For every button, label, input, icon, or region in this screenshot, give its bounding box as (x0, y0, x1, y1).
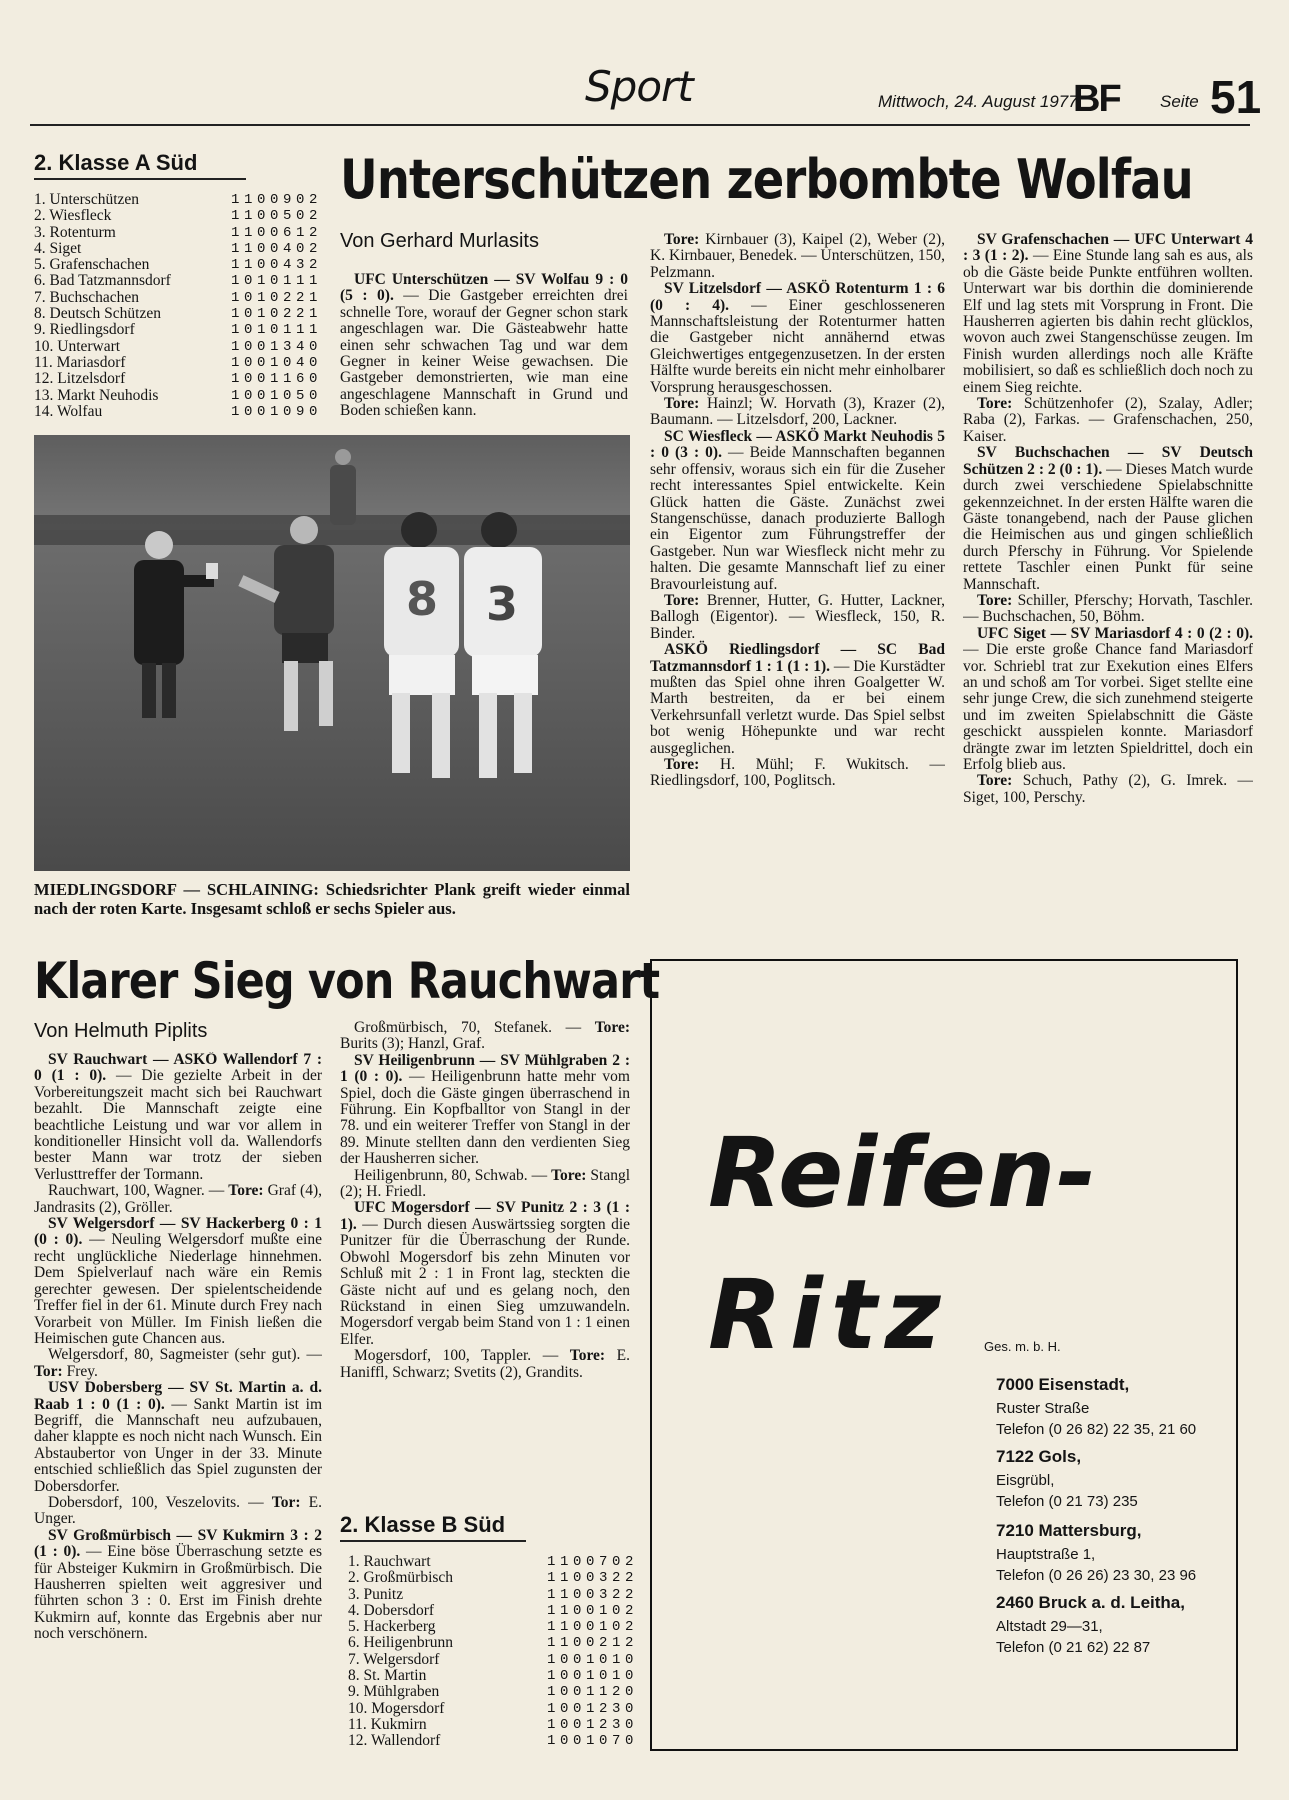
photo-caption: MIEDLINGSDORF — SCHLAINING: Schiedsrichter Plank greift wieder einmal nach der roten Karte. Insgesamt schloß er sechs Spieler aus. (34, 880, 630, 918)
team-stats: 1100902 (230, 192, 322, 208)
reifen-ritz-ad (650, 959, 1238, 1751)
team-name: 3. Punitz (348, 1585, 404, 1603)
team-name: 3. Rotenturm (34, 223, 116, 241)
branch-phone: Telefon (0 21 73) 235 (996, 1493, 1138, 1510)
team-name: 7. Welgersdorf (348, 1650, 440, 1668)
tore-label: Tore: (228, 1182, 264, 1200)
team-name: 2. Wiesfleck (34, 207, 112, 225)
table-row (348, 1652, 638, 1668)
team-stats: 1001230 (546, 1716, 638, 1733)
scorers-text: Burits (3); Hanzl, Graf. (340, 1035, 486, 1053)
match-report: — Die Kurstädter mußten das Spiel ohne ihren Goalgetter W. Marth bestreiten, da er bei einem Verkehrsunfall verletzt wurde. Das Spiel selbst bot wenig Höhepunkte und war recht ausgeglichen. (650, 657, 945, 757)
branch-address: Ruster Straße (996, 1400, 1090, 1417)
match-header: ASKÖ Riedlingsdorf — SC Bad Tatzmannsdorf 1 : 1 (1 : 1). (650, 641, 945, 675)
match-header: USV Dobersberg — SV St. Martin a. d. Raab 1 : 0 (1 : 0). (34, 1379, 322, 1413)
branch-address: Eisgrübl, (996, 1472, 1055, 1489)
team-stats: 1001050 (230, 387, 322, 404)
tore-label: Tore: (551, 1166, 587, 1184)
team-name: 12. Litzelsdorf (34, 370, 126, 388)
team-stats: 1001230 (546, 1700, 638, 1717)
team-stats: 1100502 (230, 208, 322, 225)
team-stats: 1010221 (230, 289, 322, 306)
table-row (348, 1587, 638, 1603)
standings-table-a (34, 192, 322, 420)
tor-label: Tor: (34, 1362, 63, 1380)
scorers-text: Graf (4), Jandrasits (2), Gröller. (34, 1182, 322, 1216)
branch-city: 2460 Bruck a. d. Leitha, (996, 1593, 1185, 1612)
team-name: 10. Unterwart (34, 337, 121, 355)
table-row (348, 1570, 638, 1586)
match-header: SV Buchschachen — SV Deutsch Schützen 2 : 2 (0 : 1). (963, 444, 1253, 478)
team-stats: 1001090 (230, 403, 322, 420)
team-stats: 1001120 (546, 1684, 638, 1701)
article1-column-3 (963, 232, 1253, 942)
table-row (34, 355, 322, 371)
table-row (348, 1603, 638, 1619)
team-stats: 1100402 (230, 240, 322, 257)
table-row (34, 388, 322, 404)
match-report: — Die gezielte Arbeit in der Vorbereitungszeit macht sich bei Rauchwart bezahlt. Die Mannschaft zeigte eine beachtliche Leistung und war vor allem in konditioneller Hinsicht voll da. Wallendorfs bester Mann war trotz der sieben Verlusttreffer der Tormann. (34, 1067, 322, 1183)
branch-address: Altstadt 29—31, (996, 1618, 1103, 1635)
tore-label: Tore: (594, 1020, 630, 1036)
byline-murlasits: Von Gerhard Murlasits (340, 230, 539, 252)
scorers-text: Schützenhofer (2), Szalay, Adler; Raba (2), Farkas. — Grafenschachen, 250, Kaiser. (963, 395, 1253, 445)
match-header: SV Litzelsdorf — ASKÖ Rotenturm 1 : 6 (0 : 4). (650, 280, 945, 314)
branch-city: 7122 Gols, (996, 1447, 1082, 1466)
page-label: Seite (1160, 92, 1199, 111)
article1-column-1 (340, 272, 628, 432)
match-report: — Durch diesen Auswärtssieg sorgten die Punitzer für die Überraschung der Runde. Obwohl Mogersdorf bis zehn Minuten vor Schluß mit 2 : 1 in Front lag, steckten die Gäste nicht auf und es gelang noch, den Rückstand in einen Sieg umzuwandeln. Mogersdorf vergab beim Stand von 1 : 1 einen Elfer. (340, 1215, 630, 1348)
scorers-text: Hainzl; W. Horvath (3), Krazer (2), Baumann. — Litzelsdorf, 200, Lackner. (650, 395, 945, 429)
header-rule (30, 124, 1250, 126)
branch-address: Hauptstraße 1, (996, 1546, 1096, 1563)
branch-mattersburg (996, 1521, 1196, 1586)
scorers-text: Stangl (2); H. Friedl. (340, 1166, 630, 1201)
branch-phone: Telefon (0 21 62) 22 87 (996, 1639, 1151, 1656)
team-name: 2. Großmürbisch (348, 1569, 454, 1587)
team-name: 9. Mühlgraben (348, 1683, 440, 1701)
match-header: SV Heiligenbrunn — SV Mühlgraben 2 : 1 (0 : 0). (340, 1051, 630, 1086)
match-report: — Heiligenbrunn hatte mehr vom Spiel, doch die Gäste gingen überraschend in Führung. Ein Kopfballtor von Stangl in der 78. und ein weiterer Treffer von Stangl in der 89. Minute stellten dann den verdienten Sieg der Hausherren sicher. (340, 1068, 630, 1168)
branch-city: 7000 Eisenstadt, (996, 1375, 1130, 1394)
ad-title-line2: Ritz (708, 1259, 949, 1371)
scorers-text: H. Mühl; F. Wukitsch. — Riedlingsdorf, 100, Poglitsch. (650, 756, 945, 790)
tore-label: Tore: (664, 591, 700, 609)
team-name: 4. Dobersdorf (348, 1601, 435, 1619)
team-stats: 1010111 (230, 273, 322, 290)
match-info: Rauchwart, 100, Wagner. — (48, 1182, 229, 1200)
team-name: 6. Bad Tatzmannsdorf (34, 272, 171, 290)
match-info: Großmürbisch, 70, Stefanek. — (354, 1020, 595, 1036)
team-stats: 1001010 (546, 1668, 638, 1685)
match-header: UFC Mogersdorf — SV Punitz 2 : 3 (1 : 1). (340, 1199, 630, 1233)
team-stats: 1100322 (546, 1570, 638, 1587)
match-report: — Dieses Match wurde durch zwei verschiedene Spielabschnitte gekennzeichnet. In der ersten Hälfte waren die Gäste tonangebend, nach der Pause glichen die Heimischen aus und gingen schließlich durch Pferschy in Führung. Vor Spielende rettete Taschler einen Punkt für seine Mannschaft. (963, 460, 1253, 593)
match-header: SC Wiesfleck — ASKÖ Markt Neuhodis 5 : 0 (3 : 0). (650, 427, 945, 462)
team-name: 13. Markt Neuhodis (34, 386, 159, 404)
newspaper-logo: BF (1073, 78, 1120, 120)
table-row (34, 339, 322, 355)
table-row (348, 1554, 638, 1570)
match-report: — Neuling Welgersdorf mußte eine recht unglückliche Niederlage hinnehmen. Dem Spielverlauf nach wäre ein Remis gerechter gewesen. Der spielentscheidende Treffer fiel in der 61. Minute durch Frey nach Vorarbeit von Müller. Im Finish ließen die Heimischen gute Chancen aus. (34, 1231, 322, 1347)
team-stats: 1100432 (230, 257, 322, 274)
team-name: 1. Unterschützen (34, 191, 140, 208)
team-stats: 1100102 (546, 1602, 638, 1619)
table-row (34, 225, 322, 241)
team-stats: 1001340 (230, 338, 322, 355)
team-stats: 1001070 (546, 1733, 638, 1750)
match-info: Welgersdorf, 80, Sagmeister (sehr gut). — (48, 1346, 322, 1364)
tore-label: Tore: (664, 232, 700, 248)
team-name: 11. Kukmirn (348, 1715, 427, 1733)
jersey-number-3: 3 (486, 577, 519, 631)
table-row (34, 322, 322, 338)
team-name: 14. Wolfau (34, 402, 103, 420)
table-b-rule (340, 1540, 526, 1542)
scorers-text: Schuch, Pathy (2), G. Imrek. — Siget, 100, Perschy. (963, 772, 1253, 806)
match-report: — Die erste große Chance fand Mariasdorf vor. Schriebl trat zur Exekution eines Elfers an und schoß am Tor vorbei. Siget stellte eine sehr junge Crew, die sich zunehmend steigerte und im zweiten Spielabschnitt die Gäste geschickt ausspielen konnte. Mariasdorf drängte zwar im letzten Spieldrittel, doch ein Erfolg blieb aus. (963, 641, 1253, 773)
headline-unterschuetzen: Unterschützen zerbombte Wolfau (340, 148, 1193, 211)
team-name: 1. Rauchwart (348, 1553, 431, 1570)
tore-label: Tore: (977, 591, 1013, 609)
match-header: SV Rauchwart — ASKÖ Wallendorf 7 : 0 (1 : 0). (34, 1052, 322, 1085)
match-report: — Eine böse Überraschung setzte es für Absteiger Kukmirn in Großmürbisch. Die Hausherren spielten weit aggresiver und führten schon 3 : 0. Erst im Finish drehte Kukmirn auf, konnte das Ergebnis aber nur noch verschönern. (34, 1543, 322, 1643)
table-row (34, 273, 322, 289)
branch-phone: Telefon (0 26 26) 23 30, 23 96 (996, 1567, 1197, 1584)
table-row (348, 1717, 638, 1733)
tore-label: Tore: (977, 772, 1013, 790)
match-info: Mogersdorf, 100, Tappler. — (354, 1347, 570, 1365)
match-header: SV Welgersdorf — SV Hackerberg 0 : 1 (0 : 0). (34, 1215, 322, 1249)
table-row (34, 404, 322, 420)
branch-gols (996, 1447, 1138, 1512)
table-row (34, 192, 322, 208)
team-stats: 1100702 (546, 1554, 638, 1570)
table-row (34, 290, 322, 306)
match-report: — Eine Stunde lang sah es aus, als ob die Gäste beide Punkte entführen wollten. Unterwart war bis dorthin die dominierende Elf und lag stets mit Vorsprung in Front. Die Hausherren agierten bis dahin recht glücklos, wovon auch zwei Stangenschüsse zeugen. Im Finish wurden allerdings noch alle Kräfte mobilisiert, so daß es schließlich doch noch zu einem Sieg reichte. (963, 247, 1253, 396)
match-report: — Beide Mannschaften begannen sehr offensiv, woraus sich ein für die Zuseher recht interessantes Spiel entwickelte. Kein Glück hatten die Gäste. Zunächst zwei Stangenschüsse, danach produzierte Ballogh ein Eigentor zum Führungstreffer der Gastgeber. Nun war Wiesfleck nicht mehr zu halten. Die gesamte Mannschaft lief zu einer Bravourleistung auf. (650, 444, 945, 593)
team-stats: 1001040 (230, 354, 322, 371)
byline-piplits: Von Helmuth Piplits (34, 1020, 208, 1042)
match-header: SV Großmürbisch — SV Kukmirn 3 : 2 (1 : 0). (34, 1526, 322, 1561)
scorers-text: Frey. (62, 1362, 98, 1380)
team-name: 4. Siget (34, 239, 82, 257)
team-stats: 1100212 (546, 1635, 638, 1652)
team-stats: 1100322 (546, 1586, 638, 1603)
scorers-text: Schiller, Pferschy; Horvath, Taschler. — Buchschachen, 50, Böhm. (963, 591, 1253, 626)
match-report: — Einer geschlosseneren Mannschaftsleistung der Rotenturmer hatten die Gastgeber nicht annähernd etwas Gleichwertiges entgegenzusetzen. In der ersten Hälfte wurde bereits ein nicht mehr einholbarer Vorsprung herausgeschossen. (650, 296, 945, 396)
team-name: 9. Riedlingsdorf (34, 321, 135, 339)
table-row (34, 241, 322, 257)
scorers-text: E. Haniffl, Schwarz; Svetits (2), Grandits. (340, 1347, 630, 1381)
table-row (348, 1668, 638, 1684)
match-header: SV Grafenschachen — UFC Unterwart 4 : 3 (1 : 2). (963, 232, 1253, 265)
match-info: Heiligenbrunn, 80, Schwab. — (354, 1166, 552, 1184)
team-stats: 1001010 (546, 1651, 638, 1668)
table-row (348, 1684, 638, 1700)
table-row (348, 1619, 638, 1635)
standings-table-b (348, 1554, 638, 1750)
scorers-text: Brenner, Hutter, G. Hutter, Lackner, Ballogh (Eigentor). — Wiesfleck, 150, R. Binder. (650, 591, 945, 642)
team-name: 10. Mogersdorf (348, 1699, 445, 1717)
team-name: 5. Hackerberg (348, 1618, 436, 1636)
team-name: 6. Heiligenbrunn (348, 1634, 454, 1652)
table-row (34, 306, 322, 322)
team-stats: 1100102 (546, 1619, 638, 1636)
team-name: 7. Buchschachen (34, 288, 140, 306)
team-stats: 1100612 (230, 224, 322, 241)
team-name: 8. St. Martin (348, 1667, 427, 1685)
match-report: — Die Gastgeber erreichten drei schnelle Tore, worauf der Gegner schon stark angeschlagen war. Die Gästeabwehr hatte einen sehr schwachen Tag und war dem Gegner in keiner Weise gewachsen. Die Gastgeber demonstrierten, wie man eine angeschlagene Mannschaft in Grund und Boden schießen kann. (340, 287, 628, 420)
team-name: 11. Mariasdorf (34, 353, 126, 371)
team-stats: 1010221 (230, 306, 322, 323)
team-name: 12. Wallendorf (348, 1732, 441, 1750)
scorers-text: Kirnbauer (3), Kaipel (2), Weber (2), K. Kirnbauer, Benedek. — Unterschützen, 150, Pelzmann. (650, 232, 945, 281)
tor-label: Tor: (271, 1493, 301, 1511)
team-stats: 1010111 (230, 322, 322, 339)
tore-label: Tore: (664, 395, 700, 413)
team-name: 5. Grafenschachen (34, 256, 150, 274)
table-a-rule (34, 178, 246, 180)
match-header: UFC Siget — SV Mariasdorf 4 : 0 (2 : 0). (977, 624, 1253, 642)
issue-date: Mittwoch, 24. August 1977 (878, 92, 1078, 111)
article2-column-2 (340, 1020, 630, 1510)
tore-label: Tore: (664, 756, 700, 773)
branch-city: 7210 Mattersburg, (996, 1521, 1142, 1540)
match-report: — Sankt Martin ist im Begriff, die Mannschaft neu aufzubauen, daher klappte es noch nicht nach Wunsch. Ein Abstaubertor von Unger in der 33. Minute entschied schließlich das Spiel zugunsten der Dobersdorfer. (34, 1395, 322, 1495)
table-row (34, 257, 322, 273)
branch-phone: Telefon (0 26 82) 22 35, 21 60 (996, 1421, 1197, 1438)
branch-eisenstadt (996, 1375, 1196, 1440)
match-info: Dobersdorf, 100, Veszelovits. — (48, 1493, 272, 1511)
match-header: UFC Unterschützen — SV Wolfau 9 : 0 (5 : 0). (340, 272, 628, 305)
team-name: 8. Deutsch Schützen (34, 305, 161, 323)
table-row (348, 1733, 638, 1749)
tore-label: Tore: (569, 1347, 606, 1365)
branch-bruck (996, 1593, 1185, 1658)
page-number: 51 (1210, 71, 1262, 123)
table-b-title: 2. Klasse B Süd (340, 1512, 506, 1537)
table-a-title: 2. Klasse A Süd (34, 150, 198, 175)
article1-column-2 (650, 232, 945, 942)
match-photo (34, 435, 630, 871)
section-title: Sport (585, 62, 693, 111)
team-stats: 1001160 (230, 371, 322, 388)
table-row (348, 1701, 638, 1717)
tore-label: Tore: (977, 395, 1013, 413)
article2-column-1 (34, 1052, 322, 1752)
ad-company-form: Ges. m. b. H. (984, 1339, 1061, 1354)
table-row (34, 371, 322, 387)
table-row (34, 208, 322, 224)
scorers-text: E. Unger. (34, 1493, 322, 1528)
ad-title-line1: Reifen- (708, 1117, 1098, 1229)
table-row (348, 1635, 638, 1651)
headline-rauchwart: Klarer Sieg von Rauchwart (34, 952, 660, 1010)
jersey-number-8: 8 (406, 572, 439, 626)
